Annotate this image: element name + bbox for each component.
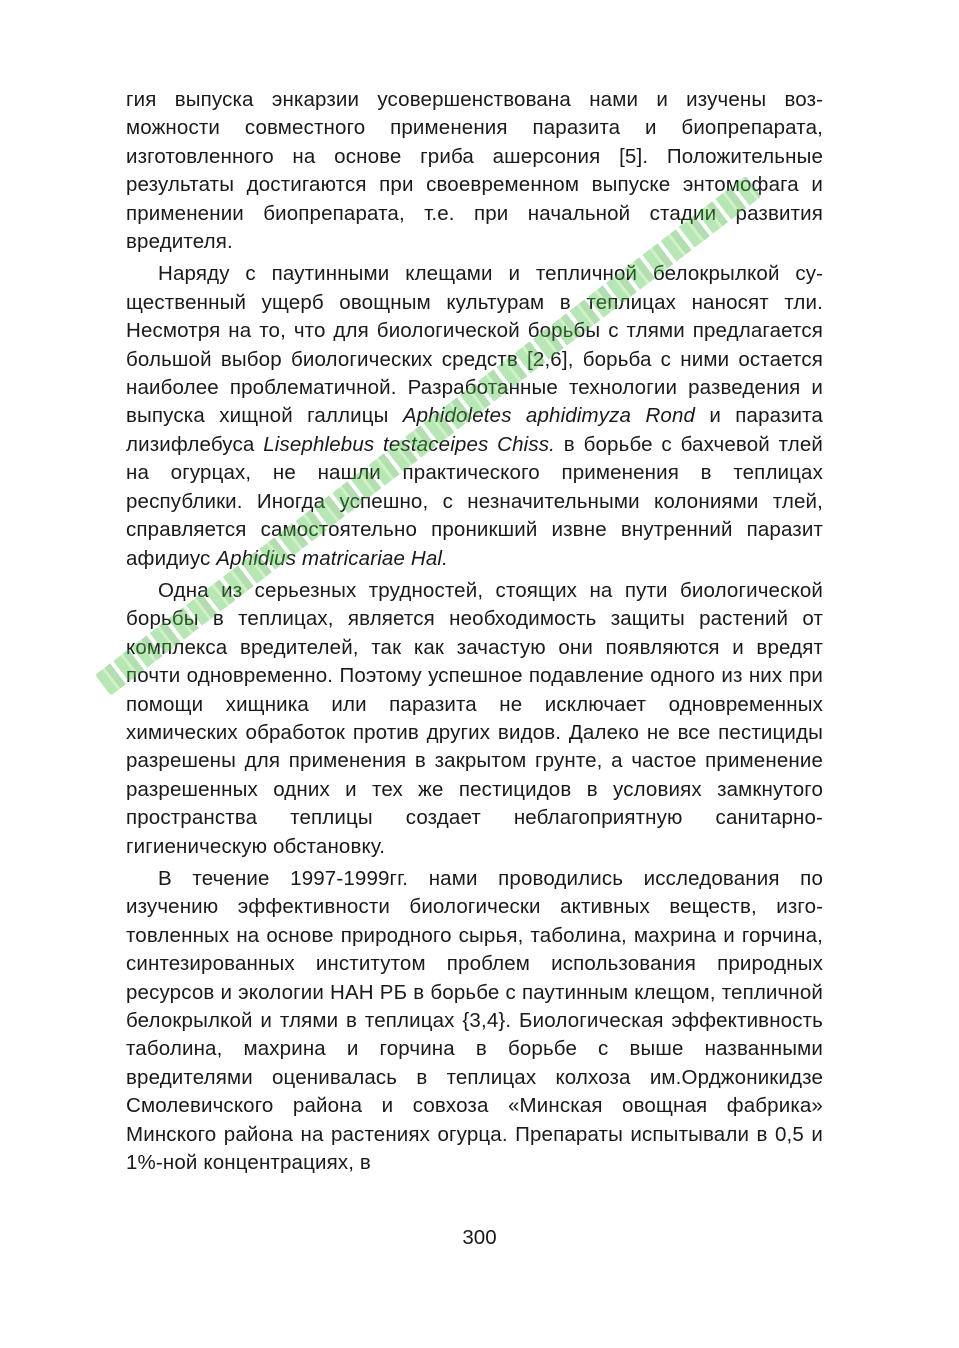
body-text bbox=[126, 86, 823, 1177]
paragraph-1: гия выпуска энкарзии усовершенствована нами и изучены возможности совместного применения паразита и биопрепарата, изготовленного на основе гриба ашерсония [5]. Положительные результаты достигаются при своевременном выпуске энтомофага и применении биопрепарата, т.е. при начальной стадии развития вредителя. bbox=[126, 88, 823, 254]
paragraph-2: Наряду с паутинными клещами и тепличной белокрылкой существенный ущерб овощным культурам в теплицах наносят тли. Несмотря на то, что для биологической борьбы с тлями предлагается большой выбор биологических средств [2,6], борьба с ними остается наиболее проблематичной. Разработанные технологии разведения и выпуска хищной галлицы Aphidoletes aphidimyza Rond и паразита лизифлебуса Lisephlebus testaceipes Chiss. в борьбе с бахчевой тлей на огурцах, не нашли практического применения в теплицах республики. Иногда успешно, с незначительными колониями тлей, справляется самостоятельно проникший извне внутренний паразит афидиус Aphidius matricariae Hal. bbox=[126, 262, 823, 570]
paragraph-4: В течение 1997-1999гг. нами проводились исследования по изучению эффективности биологически активных веществ, изготовленных на основе природного сырья, таболина, махрина и горчина, синтезированных институтом проблем использования природных ресурсов и экологии НАН РБ в борьбе с паутинным клещом, тепличной белокрылкой и тлями в теплицах {3,4}. Биологическая эффективность таболина, махрина и горчина в борьбе с выше названными вредителями оценивалась в теплицах колхоза им.Орджоникидзе Смолевичского района и совхоза «Минская овощная фабрика» Минского района на растениях огурца. Препараты испытывали в 0,5 и 1%-ной концентрациях, в bbox=[126, 866, 823, 1175]
page-number: 300 bbox=[462, 1226, 497, 1249]
paragraph-3: Одна из серьезных трудностей, стоящих на пути биологической борьбы в теплицах, является необходимость защиты растений от комплекса вредителей, так как зачастую они появляются и вредят почти одновременно. Поэтому успешное подавление одного из них при помощи хищника или паразита не исключает одновременных химических обработок против других видов. Далеко не все пестициды разрешены для применения в закрытом грунте, а частое применение разрешенных одних и тех же пестицидов в условиях замкнутого пространства теплицы создает неблагоприятную санитарно-гигиеническую обстановку. bbox=[126, 578, 823, 858]
